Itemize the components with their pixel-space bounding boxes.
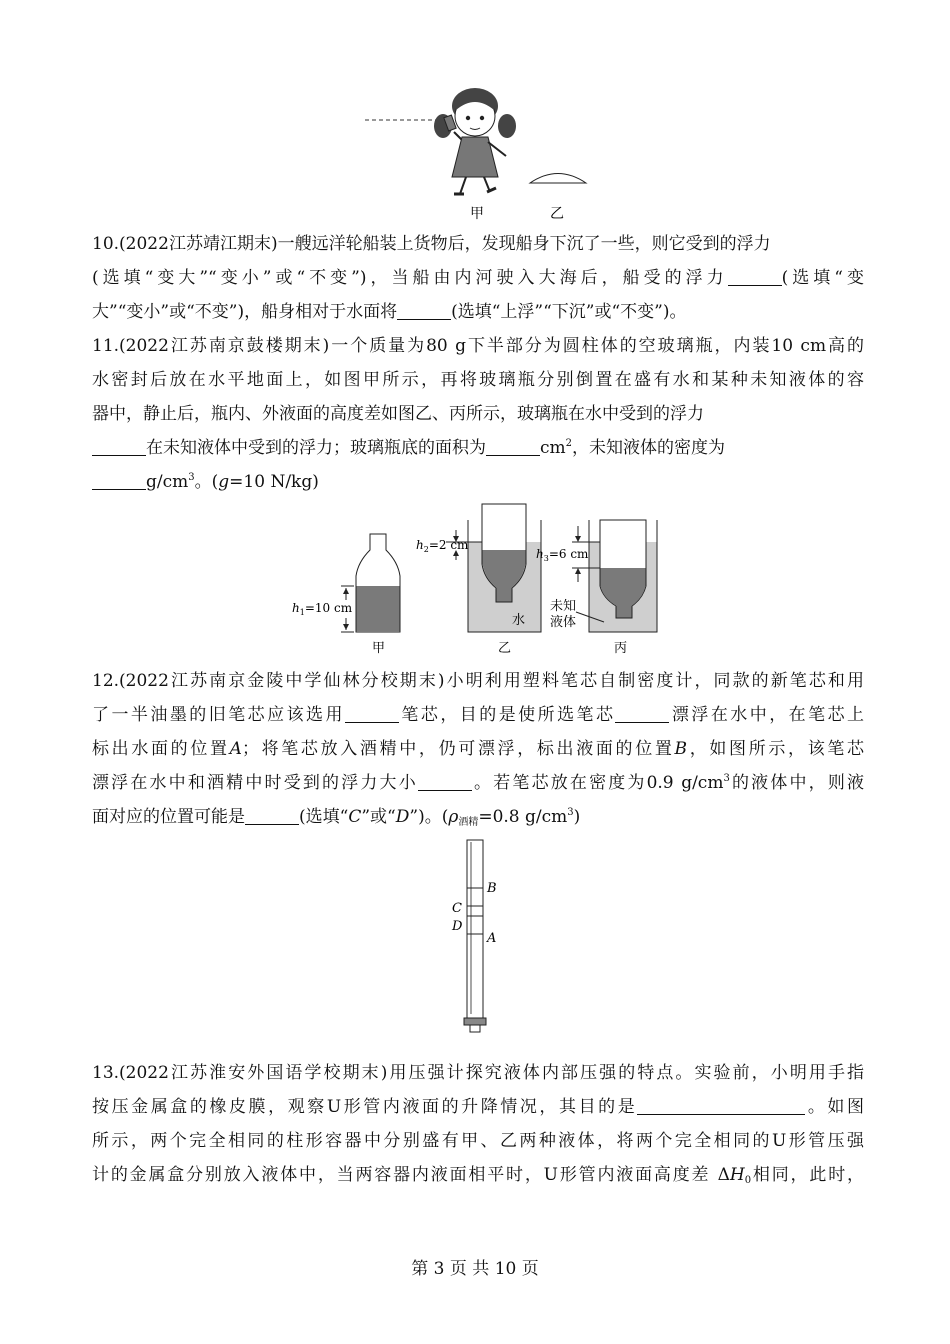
figure-bottles — [286, 500, 676, 662]
figure-label-jia: 甲 — [470, 206, 484, 222]
answer-blank[interactable] — [637, 1096, 805, 1115]
answer-blank[interactable] — [345, 704, 399, 723]
answer-blank[interactable] — [486, 437, 540, 456]
unknown-liquid-label: 未知 — [550, 599, 577, 614]
question-number: 11. — [92, 336, 120, 356]
answer-blank[interactable] — [397, 301, 451, 320]
answer-blank[interactable] — [418, 772, 472, 791]
answer-blank[interactable] — [92, 471, 146, 490]
unknown-liquid-label-2: 液体 — [550, 615, 577, 630]
question-number: 10. — [92, 234, 120, 254]
question-source: (2022江苏淮安外国语学校期末) — [119, 1063, 388, 1083]
water-label: 水 — [512, 613, 526, 628]
answer-blank[interactable] — [615, 704, 669, 723]
caption-jia: 甲 — [372, 641, 386, 656]
caption-bing: 丙 — [614, 641, 628, 656]
h3-symbol: h — [536, 547, 544, 561]
mark-C: C — [452, 901, 462, 916]
figure-girl-mirror — [360, 82, 600, 222]
figure-pen-densimeter — [440, 836, 510, 1036]
svg-text:h3=6 cm: $h_3=6$ cm — [536, 547, 589, 563]
svg-text:h1=10 cm: $h_1=10$ cm — [292, 601, 353, 617]
question-10: 10.(2022江苏靖江期末)一艘远洋轮船装上货物后，发现船身下沉了一些，则它受到的浮力 (选填“变大”“变小”或“不变”)，当船由内河驶入大海后，船受的浮力 (选填“变 大”“变小”或“不变”)，船身相对于水面将 (选填“上浮”“下沉”或“不变”)。 — [92, 234, 864, 322]
question-13: 13.(2022江苏淮安外国语学校期末)用压强计探究液体内部压强的特点。实验前，小明用手指 按压金属盒的橡皮膜，观察U形管内液面的升降情况，其目的是 。如图 所示，两个完全相同的柱形容器中分别盛有甲、乙两种液体，将两个完全相同的U形管压强 计的金属盒分别放入液体中，当两容器内液面相平时，U形管内液面高度差 $\Delta H_0$相同，此时， — [92, 1063, 865, 1186]
question-12: 12.(2022江苏南京金陵中学仙林分校期末)小明利用塑料笔芯自制密度计，同款的新笔芯和用 了一半油墨的旧笔芯应该选用 笔芯，目的是使所选笔芯 漂浮在水中，在笔芯上 标出水面的位置A；将笔芯放入酒精中，仍可漂浮，标出液面的位置B，如图所示，该笔芯 漂浮在水中和酒精中时受到的浮力大小 。若笔芯放在密度为0.9 $g/cm^3$的液体中，则液 面对应的位置可能是 (选填“C”或“D”)。($\rho_{酒精}=0.8$ $g/cm^3$) — [92, 671, 865, 828]
svg-text:h2=2 cm: $h_2=2$ cm — [416, 538, 469, 554]
answer-blank[interactable] — [92, 437, 146, 456]
h2-symbol: h — [416, 538, 424, 552]
mark-B: B — [487, 881, 497, 896]
mark-D: D — [452, 919, 463, 934]
h1-symbol: h — [292, 601, 300, 615]
question-number: 13. — [92, 1063, 120, 1083]
page-footer: 第 3 页 共 10 页 — [411, 1259, 539, 1279]
mark-A: A — [487, 931, 497, 946]
question-number: 12. — [92, 671, 120, 691]
question-source: (2022江苏南京鼓楼期末) — [119, 336, 330, 356]
question-source: (2022江苏靖江期末) — [119, 234, 278, 254]
answer-blank[interactable] — [245, 806, 299, 825]
caption-yi: 乙 — [498, 641, 512, 656]
question-11: 11.(2022江苏南京鼓楼期末)一个质量为80 g下半部分为圆柱体的空玻璃瓶，内装10 cm高的 水密封后放在水平地面上，如图甲所示，再将玻璃瓶分别倒置在盛有水和某种未知液体的容 器中，静止后，瓶内、外液面的高度差如图乙、丙所示，玻璃瓶在水中受到的浮力 在未知液体中受到的浮力；玻璃瓶底的面积为 $cm^2$，未知液体的密度为 $g/cm^3$。(g=10 N/kg) — [92, 336, 865, 492]
question-source: (2022江苏南京金陵中学仙林分校期末) — [119, 671, 445, 691]
figure-label-yi: 乙 — [550, 206, 564, 222]
answer-blank[interactable] — [728, 267, 782, 286]
